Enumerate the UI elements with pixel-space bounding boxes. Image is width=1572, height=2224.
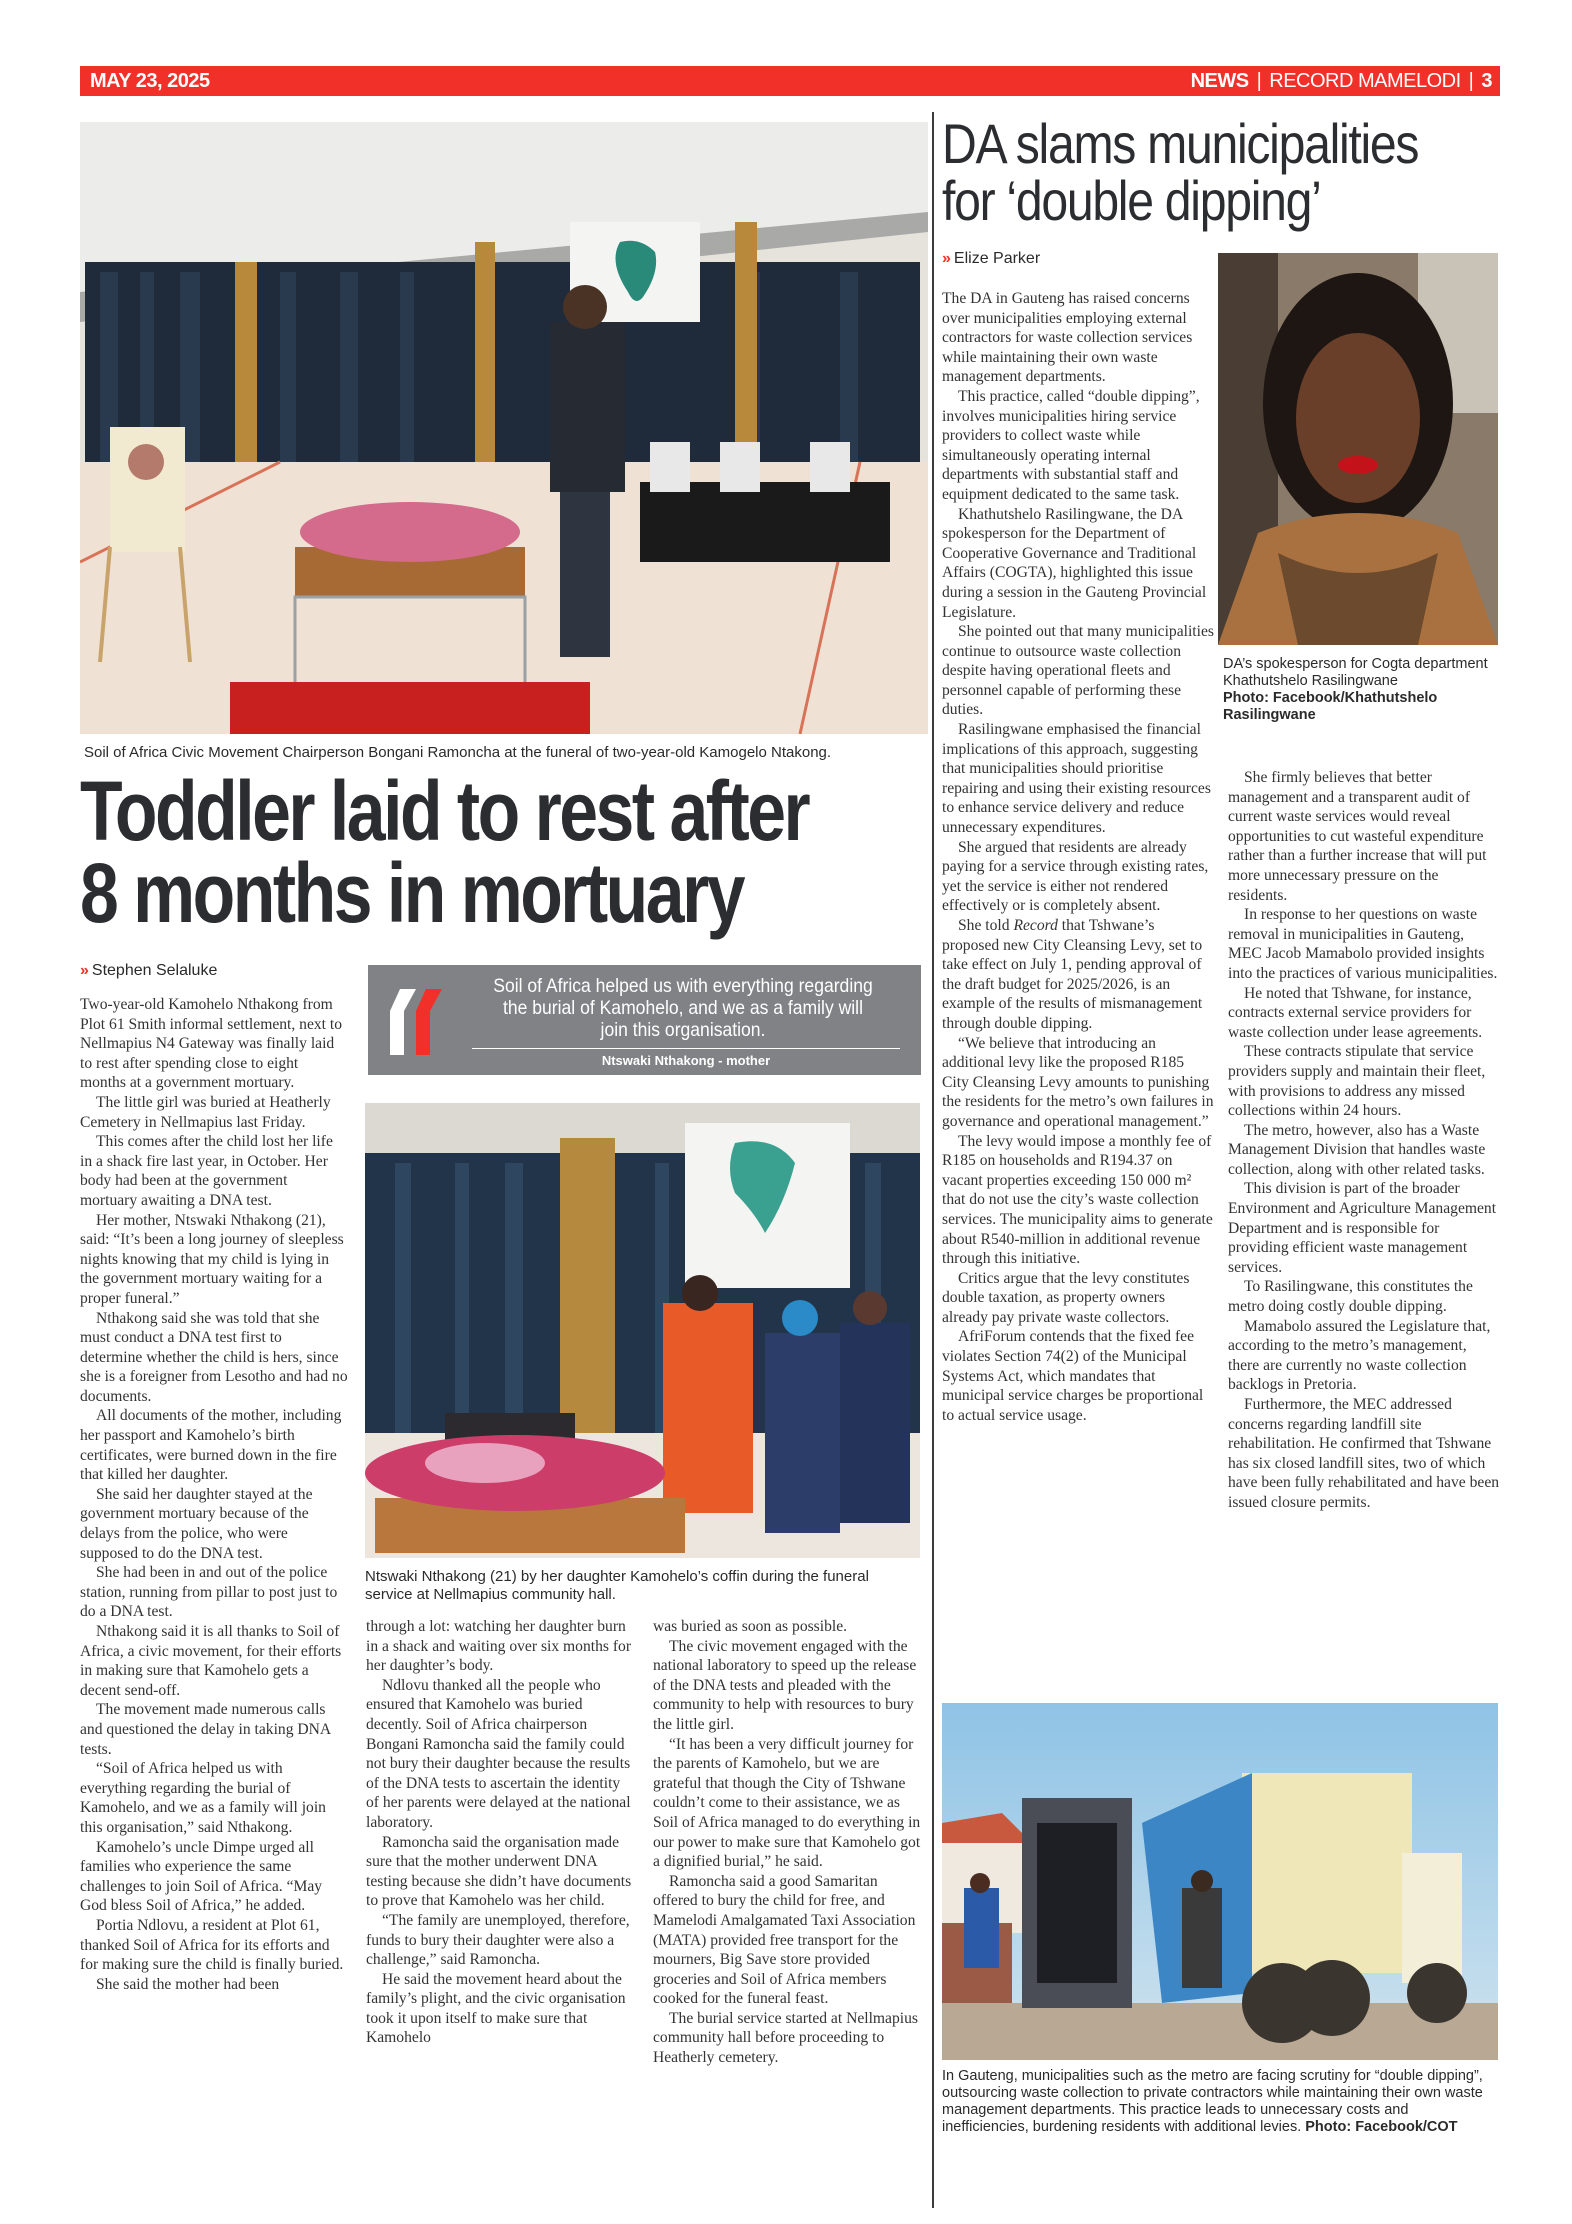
toddler-story-headline <box>80 764 809 940</box>
body-paragraph: The levy would impose a monthly fee of R185 on households and R194.37 on vacant properties exceeding 150 000 m² that do not use the city’s waste collection services. The municipality aims to generate about R540-million in additional revenue through this initiative. <box>942 1132 1213 1268</box>
headline-line-1: DA slams municipalities <box>942 112 1419 175</box>
body-paragraph: She firmly believes that better management and a transparent audit of current waste services would reveal opportunities to cut wasteful expenditure rather than a further increase that will put more unnecessary pressure on the residents. <box>1228 769 1487 904</box>
body-paragraph: She said her daughter stayed at the government mortuary because of the delays from the police, who were supposed to do the DNA test. <box>80 1485 313 1562</box>
pull-quote-attribution: Ntswaki Nthakong - mother <box>601 1053 771 1068</box>
body-paragraph: He noted that Tshwane, for instance, contracts external service providers for waste collection under lease agreements. <box>1228 984 1483 1041</box>
body-paragraph: was buried as soon as possible. <box>653 1618 848 1635</box>
toddler-story-column-3 <box>653 1617 925 2068</box>
byline-author: Elize Parker <box>953 250 1041 267</box>
toddler-story-column-2 <box>366 1617 636 2048</box>
body-paragraph: She had been in and out of the police station, running from pillar to post just to do a DNA test. <box>80 1564 338 1621</box>
body-paragraph: In response to her questions on waste removal in municipalities in Gauteng, MEC Jacob Mamabolo provided insights into the practices of various municipalities. <box>1228 906 1498 982</box>
body-paragraph: AfriForum contends that the fixed fee violates Section 74(2) of the Municipal Systems Act, which mandates that municipal service charges be proportional to actual service usage. <box>942 1328 1204 1424</box>
body-paragraph: The DA in Gauteng has raised concerns over municipalities employing external contractors for waste collection services while maintaining their own waste management departments. <box>942 290 1193 386</box>
body-paragraph: Furthermore, the MEC addressed concerns regarding landfill site rehabilitation. He confirmed that Tshwane has six closed landfill sites, two of which have been fully rehabilitated and have been issued closure permits. <box>1228 1396 1500 1511</box>
body-paragraph: Critics argue that the levy constitutes double taxation, as property owners already pay private waste collectors. <box>942 1269 1190 1326</box>
body-paragraph: The metro, however, also has a Waste Management Division that handles waste collection, along with other related tasks. <box>1228 1121 1486 1178</box>
da-story-headline <box>942 112 1424 232</box>
body-paragraph: Her mother, Ntswaki Nthakong (21), said: “It’s been a long journey of sleepless nights knowing that my child is lying in the government mortuary waiting for a proper funeral.” <box>80 1211 344 1307</box>
body-paragraph: She said the mother had been <box>96 1975 280 1993</box>
body-paragraph: Khathutshelo Rasilingwane, the DA spokesperson for the Department of Cooperative Governance and Traditional Affairs (COGTA), highlighted this issue during a session in the Gauteng Provincial Legislature. <box>942 505 1207 621</box>
body-paragraph: The burial service started at Nellmapius community hall before proceeding to Heatherly cemetery. <box>653 2009 918 2067</box>
body-paragraph: He said the movement heard about the family’s plight, and the civic organisation took it upon itself to make sure that Kamohelo <box>366 1970 626 2047</box>
body-paragraph: Nthakong said she was told that she must conduct a DNA test first to determine whether the child is hers, since she is a foreigner from Lesotho and had no documents. <box>80 1309 348 1405</box>
record-para-after: that Tshwane’s proposed new City Cleansing Levy, set to take effect on July 1, pending approval of the draft budget for 2025/2026, is an example of the results of mismanagement through double dipping. <box>942 917 1203 1032</box>
body-paragraph: Ramoncha said a good Samaritan offered to bury the child for free, and Mamelodi Amalgamated Taxi Association (MATA) provided free transport for the mourners, Big Save store provided groceries and Soil of Africa members cooked for the funeral feast. <box>653 1872 916 2008</box>
portrait-caption-text: DA’s spokesperson for Cogta department Khathutshelo Rasilingwane <box>1223 656 1488 689</box>
body-paragraph: Rasilingwane emphasised the financial implications of this approach, suggesting that municipalities should prioritise repairing and using their existing resources to enhance service delivery and reduce unnecessary expenditures. <box>942 721 1211 837</box>
body-paragraph: Mamabolo assured the Legislature that, according to the metro’s management, there are currently no waste collection backlogs in Pretoria. <box>1228 1317 1491 1394</box>
headline-line-1: Toddler laid to rest after <box>80 764 809 858</box>
body-paragraph: “We believe that introducing an additional levy like the proposed R185 City Cleansing Levy amounts to punishing the residents for the metro’s own failures in governance and operational management.” <box>942 1034 1214 1130</box>
pull-quote-divider <box>472 1048 900 1049</box>
da-story-byline <box>942 250 1040 268</box>
waste-truck-photo <box>942 1703 1498 2060</box>
body-paragraph: “It has been a very difficult journey for the parents of Kamohelo, but we are grateful that though the City of Tshwane couldn’t come to their assistance, we as Soil of Africa managed to do everything in our power to make sure that Kamohelo got a dignified burial,” he said. <box>653 1735 921 1871</box>
body-paragraph: through a lot: watching her daughter burn in a shack and waiting over six months for her daughter’s body. <box>366 1618 632 1675</box>
body-paragraph: Ndlovu thanked all the people who ensured that Kamohelo was buried decently. Soil of Africa chairperson Bongani Ramoncha said the family could not bury their daughter because the results of the DNA tests to ascertain the identity of her parents were delayed at the national laboratory. <box>366 1676 631 1831</box>
portrait-caption <box>1223 656 1493 724</box>
truck-caption-text: In Gauteng, municipalities such as the metro are facing scrutiny for “double dipping”, outsourcing waste collection to private contractors while maintaining their own waste management departments. This practice leads to unnecessary costs and inefficiencies, burdening residents with additional levies. <box>942 2068 1483 2135</box>
mother-coffin-photo-caption: Ntswaki Nthakong (21) by her daughter Kamohelo’s coffin during the funeral service at Nellmapius community hall. <box>365 1568 869 1603</box>
body-paragraph: She pointed out that many municipalities continue to outsource waste collection despite having operational fleets and personnel capable of performing these duties. <box>942 623 1214 719</box>
column-divider <box>932 112 934 2208</box>
rasilingwane-portrait-photo <box>1218 253 1498 645</box>
funeral-speaker-photo <box>80 122 928 734</box>
body-paragraph: Nthakong said it is all thanks to Soil of Africa, a civic movement, for their efforts in making sure that Kamohelo gets a decent send-off. <box>80 1623 342 1699</box>
body-paragraph: To Rasilingwane, this constitutes the metro doing costly double dipping. <box>1228 1278 1473 1316</box>
toddler-story-column-1 <box>80 995 348 1994</box>
toddler-story-byline <box>80 962 217 980</box>
body-paragraph: This comes after the child lost her life in a shack fire last year, in October. Her body had been at the government mortuary awaiting a DNA test. <box>80 1133 333 1209</box>
headline-line-2: 8 months in mortuary <box>80 846 744 940</box>
publication-reference: Record <box>1013 917 1058 934</box>
body-paragraph <box>942 916 1214 1034</box>
byline-arrow-icon: » <box>80 962 87 979</box>
body-paragraph: “The family are unemployed, therefore, funds to bury their daughter were also a challenge,” said Ramoncha. <box>366 1911 630 1969</box>
section-info: NEWS | RECORD MAMELODI | 3 <box>1190 70 1492 92</box>
body-paragraph: Ramoncha said the organisation made sure that the mother underwent DNA testing because she didn’t have documents to prove that Kamohelo was her child. <box>366 1833 632 1910</box>
body-paragraph: This division is part of the broader Environment and Agriculture Management Department and is responsible for providing efficient waste management services. <box>1228 1180 1497 1276</box>
body-paragraph: “Soil of Africa helped us with everything regarding the burial of Kamohelo, and we as a family will join this organisation,” said Nthakong. <box>80 1760 326 1836</box>
body-paragraph: The civic movement engaged with the national laboratory to speed up the release of the DNA tests and pleaded with the community to help with resources to bury the little girl. <box>653 1637 917 1733</box>
byline-author: Stephen Selaluke <box>91 962 218 979</box>
quote-mark-icon <box>386 981 446 1059</box>
body-paragraph: Two-year-old Kamohelo Nthakong from Plot 61 Smith informal settlement, next to Nellmapius N4 Gateway was finally laid to rest after spending close to eight months at a government mortuary. <box>80 996 343 1092</box>
issue-date: MAY 23, 2025 <box>90 70 210 92</box>
body-paragraph: Kamohelo’s uncle Dimpe urged all families who experience the same challenges to join Soil of Africa. “May God bless Soil of Africa,” he added. <box>80 1838 323 1915</box>
da-story-column-2 <box>1228 768 1500 1513</box>
waste-truck-photo-caption <box>942 2068 1498 2136</box>
body-paragraph: The movement made numerous calls and questioned the delay in taking DNA tests. <box>80 1701 331 1758</box>
body-paragraph: All documents of the mother, including her passport and Kamohelo’s birth certificates, were burned down in the fire that killed her daughter. <box>80 1407 342 1484</box>
headline-line-2: for ‘double dipping’ <box>942 169 1321 232</box>
page-header-bar <box>80 66 1500 96</box>
section-label: NEWS <box>1190 70 1249 92</box>
body-paragraph: The little girl was buried at Heatherly Cemetery in Nellmapius last Friday. <box>80 1093 331 1131</box>
portrait-photo-credit: Photo: Facebook/Khathutshelo Rasilingwane <box>1223 690 1438 723</box>
da-story-column-1 <box>942 289 1214 1425</box>
page-number: 3 <box>1481 70 1492 92</box>
record-para-before: She told <box>958 917 1014 934</box>
publication-name: RECORD MAMELODI <box>1269 70 1461 92</box>
funeral-speaker-photo-caption: Soil of Africa Civic Movement Chairperson Bongani Ramoncha at the funeral of two-year-old Kamogelo Ntakong. <box>84 744 832 761</box>
pull-quote-box <box>368 965 921 1075</box>
mother-coffin-photo <box>365 1103 920 1558</box>
body-paragraph: This practice, called “double dipping”, involves municipalities hiring service providers to collect waste while simultaneously operating internal departments with substantial staff and equipment dedicated to the same task. <box>942 387 1200 503</box>
pull-quote-text: Soil of Africa helped us with everything regarding the burial of Kamohelo, and we as a family will join this organisation. <box>493 975 873 1041</box>
byline-arrow-icon: » <box>942 250 949 267</box>
body-paragraph: She argued that residents are already paying for a service through existing rates, yet the service is either not rendered effectively or is completely absent. <box>942 838 1209 915</box>
body-paragraph: Portia Ndlovu, a resident at Plot 61, thanked Soil of Africa for its efforts and for making sure the child is finally buried. <box>80 1916 344 1974</box>
truck-photo-credit: Photo: Facebook/COT <box>1305 2119 1458 2135</box>
body-paragraph: These contracts stipulate that service providers supply and maintain their fleet, with provisions to address any missed collections within 24 hours. <box>1228 1043 1486 1120</box>
